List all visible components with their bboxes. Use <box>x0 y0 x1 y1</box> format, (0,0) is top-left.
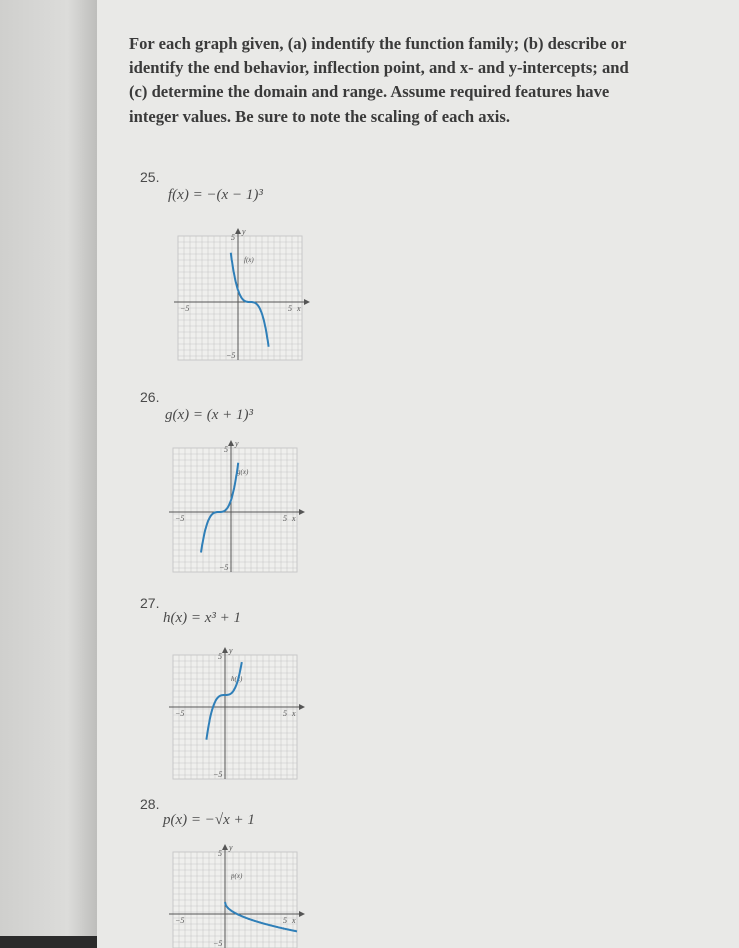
curve-label: f(x) <box>244 256 254 264</box>
graph-grid <box>173 448 297 572</box>
y-axis-arrow <box>235 228 241 234</box>
x-axis-arrow <box>299 704 305 710</box>
y-axis-label: y <box>229 843 233 852</box>
curve-label: g(x) <box>237 468 249 476</box>
x-tick-label: 5 <box>288 304 292 313</box>
problem-equation: f(x) = −(x − 1)³ <box>168 187 263 203</box>
x-tick-label: 5 <box>283 709 287 718</box>
y-tick-label: −5 <box>219 563 229 572</box>
y-axis-arrow <box>222 844 228 850</box>
y-axis-arrow <box>228 440 234 446</box>
y-tick-label: 5 <box>218 849 222 858</box>
function-graph <box>165 438 305 578</box>
x-tick-label: 5 <box>283 916 287 925</box>
x-tick-label: −5 <box>175 916 185 925</box>
function-graph <box>165 842 305 948</box>
x-axis-arrow <box>299 509 305 515</box>
graph-grid <box>178 236 302 360</box>
x-tick-label: −5 <box>175 709 185 718</box>
x-axis-label: x <box>292 916 296 925</box>
x-tick-label: −5 <box>175 514 185 523</box>
problem-number: 25. <box>140 169 160 185</box>
problem-equation: h(x) = x³ + 1 <box>163 610 242 626</box>
problem-equation: g(x) = (x + 1)³ <box>165 407 254 423</box>
y-tick-label: 5 <box>231 233 235 242</box>
function-graph <box>165 645 305 785</box>
x-axis-arrow <box>304 299 310 305</box>
curve-label: p(x) <box>231 872 243 880</box>
y-axis-label: y <box>229 646 233 655</box>
y-tick-label: 5 <box>224 445 228 454</box>
graph-grid <box>173 852 297 948</box>
problem-number: 27. <box>140 595 160 611</box>
x-axis-label: x <box>297 304 301 313</box>
curve-label: h(x) <box>231 675 243 683</box>
y-axis-label: y <box>235 439 239 448</box>
instructions-text: For each graph given, (a) indentify the function family; (b) describe or identify the end behavior, inflection point, and x- and y-intercepts; and (c) determine the domain and range. Assume required features have integer values. Be sure to note the scaling of each axis. <box>129 34 629 126</box>
graph-grid <box>173 655 297 779</box>
problem-equation: p(x) = −√x + 1 <box>163 812 255 828</box>
function-graph <box>170 222 310 370</box>
taskbar-edge <box>0 936 97 948</box>
y-tick-label: −5 <box>226 351 236 360</box>
problem-number: 28. <box>140 796 160 812</box>
x-axis-arrow <box>299 911 305 917</box>
problem-number: 26. <box>140 389 160 405</box>
y-axis-label: y <box>242 227 246 236</box>
screen-bezel <box>0 0 97 948</box>
y-axis-arrow <box>222 647 228 653</box>
x-axis-label: x <box>292 514 296 523</box>
x-axis-label: x <box>292 709 296 718</box>
y-tick-label: −5 <box>213 939 223 948</box>
x-tick-label: 5 <box>283 514 287 523</box>
y-tick-label: 5 <box>218 652 222 661</box>
y-tick-label: −5 <box>213 770 223 779</box>
x-tick-label: −5 <box>180 304 190 313</box>
